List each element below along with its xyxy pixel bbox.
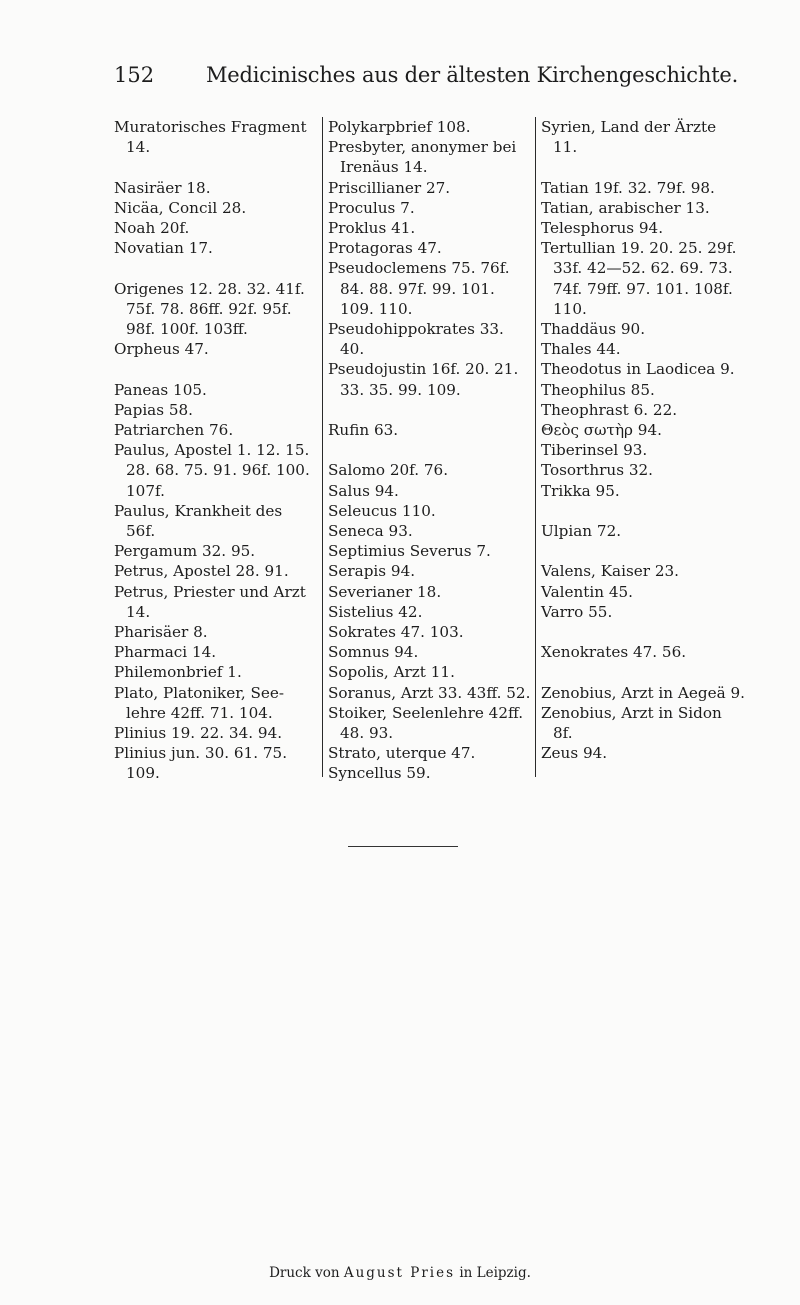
- column-divider: [535, 117, 536, 777]
- index-entry: Somnus 94.: [328, 643, 419, 662]
- index-entry: Plato, Platoniker, See- lehre 42ff. 71. 104.: [114, 683, 284, 722]
- printer-prefix: Druck von: [269, 1265, 340, 1281]
- index-entry: Plinius jun. 30. 61. 75. 109.: [114, 744, 288, 783]
- index-entry: Presbyter, anonymer bei Irenäus 14.: [328, 138, 517, 177]
- index-entry: Thaddäus 90.: [541, 320, 646, 339]
- index-entry: Zenobius, Arzt in Sidon 8f.: [541, 703, 722, 743]
- index-gap: [541, 622, 759, 642]
- index-entry: Strato, uterque 47.: [328, 744, 476, 763]
- index-gap: [114, 359, 319, 379]
- index-entry: Tertullian 19. 20. 25. 29f. 33f. 42—52. 62. 69. 73. 74f. 79ff. 97. 101. 108f. 110.: [541, 239, 737, 318]
- index-gap: [541, 501, 759, 521]
- page-header: [114, 63, 739, 93]
- index-entry: Zenobius, Arzt in Aegeä 9.: [541, 683, 745, 702]
- index-entry: Severianer 18.: [328, 582, 442, 601]
- index-entry: Tosorthrus 32.: [541, 461, 653, 480]
- index-entry: Muratorisches Fragment 14.: [114, 118, 307, 157]
- index-column-1: [114, 117, 319, 784]
- index-entry: Pharmaci 14.: [114, 643, 217, 662]
- index-entry: Zeus 94.: [541, 744, 608, 763]
- index-entry: Plinius 19. 22. 34. 94.: [114, 724, 283, 743]
- index-entry: Pseudohippokrates 33. 40.: [328, 320, 504, 359]
- index-entry: Pharisäer 8.: [114, 623, 208, 642]
- index-entry: Tiberinsel 93.: [541, 441, 648, 460]
- index-gap: [541, 157, 759, 177]
- index-column-2: [328, 117, 532, 784]
- index-column-3: [541, 117, 759, 763]
- index-entry: Salomo 20f. 76.: [328, 461, 449, 480]
- index-entry: Valens, Kaiser 23.: [541, 562, 679, 581]
- index-entry: Orpheus 47.: [114, 340, 209, 359]
- index-entry: Petrus, Priester und Arzt 14.: [114, 582, 306, 621]
- end-rule: [348, 846, 458, 847]
- page-number: 152: [114, 63, 155, 87]
- index-entry: Soranus, Arzt 33. 43ff. 52.: [328, 683, 531, 702]
- index-entry: Theophrast 6. 22.: [541, 400, 678, 419]
- index-entry: Theodotus in Laodicea 9.: [541, 360, 735, 379]
- index-entry: Nicäa, Concil 28.: [114, 198, 247, 217]
- index-gap: [114, 157, 319, 177]
- index-entry: Nasiräer 18.: [114, 178, 211, 197]
- index-entry: Papias 58.: [114, 400, 193, 419]
- index-entry: Sokrates 47. 103.: [328, 623, 464, 642]
- index-entry: Valentin 45.: [541, 582, 633, 601]
- running-title: Medicinisches aus der ältesten Kirchengeschichte.: [206, 63, 739, 87]
- index-entry: Philemonbrief 1.: [114, 663, 242, 682]
- index-entry: Paulus, Apostel 1. 12. 15. 28. 68. 75. 91. 96f. 100. 107f.: [114, 441, 310, 500]
- index-entry: Stoiker, Seelenlehre 42ff. 48. 93.: [328, 703, 524, 743]
- index-entry: Proculus 7.: [328, 198, 415, 217]
- index-entry: Xenokrates 47. 56.: [541, 643, 687, 662]
- index-entry: Serapis 94.: [328, 562, 416, 581]
- printer-imprint: [0, 1265, 800, 1281]
- column-divider: [322, 117, 323, 777]
- index-entry: Priscillianer 27.: [328, 178, 451, 197]
- index-entry: Seneca 93.: [328, 522, 413, 541]
- index-entry: Tatian 19f. 32. 79f. 98.: [541, 178, 715, 197]
- index-entry: Septimius Severus 7.: [328, 542, 491, 561]
- index-gap: [328, 440, 532, 460]
- index-gap: [541, 541, 759, 561]
- index-entry: Sopolis, Arzt 11.: [328, 663, 455, 682]
- index-entry: Petrus, Apostel 28. 91.: [114, 562, 289, 581]
- index-entry: Thales 44.: [541, 340, 621, 359]
- index-entry: Proklus 41.: [328, 219, 416, 238]
- index-entry: Pseudojustin 16f. 20. 21. 33. 35. 99. 109.: [328, 360, 519, 399]
- index-entry: Trikka 95.: [541, 481, 620, 500]
- index-gap: [328, 400, 532, 420]
- index-entry: Paulus, Krankheit des 56f.: [114, 501, 283, 541]
- index-entry: Rufin 63.: [328, 421, 399, 440]
- index-entry: Sistelius 42.: [328, 602, 423, 621]
- index-entry: Seleucus 110.: [328, 501, 436, 520]
- index-entry: Noah 20f.: [114, 219, 190, 237]
- index-entry: Telesphorus 94.: [541, 219, 664, 237]
- index-entry: Patriarchen 76.: [114, 421, 234, 439]
- index-entry: Varro 55.: [541, 602, 613, 621]
- index-entry: Tatian, arabischer 13.: [541, 198, 710, 217]
- printer-name: August Pries: [343, 1265, 456, 1281]
- index-entry: Protagoras 47.: [328, 239, 442, 258]
- index-entry: Pergamum 32. 95.: [114, 542, 256, 561]
- index-gap: [114, 258, 319, 278]
- index-entry: Paneas 105.: [114, 380, 207, 399]
- printer-place: in Leipzig.: [459, 1265, 531, 1281]
- index-entry: Ulpian 72.: [541, 522, 622, 541]
- index-gap: [541, 662, 759, 682]
- index-entry: Syncellus 59.: [328, 764, 431, 783]
- index-entry: Origenes 12. 28. 32. 41f. 75f. 78. 86ff. 92f. 95f. 98f. 100f. 103ff.: [114, 279, 305, 338]
- index-entry: Syrien, Land der Ärzte 11.: [541, 118, 717, 157]
- index-entry: Theophilus 85.: [541, 380, 655, 399]
- index-entry: Salus 94.: [328, 481, 399, 500]
- index-entry: Pseudoclemens 75. 76f. 84. 88. 97f. 99. 101. 109. 110.: [328, 259, 510, 318]
- index-entry: Novatian 17.: [114, 239, 213, 258]
- index-entry: Θεὸς σωτὴρ 94.: [541, 421, 662, 440]
- index-entry: Polykarpbrief 108.: [328, 118, 471, 136]
